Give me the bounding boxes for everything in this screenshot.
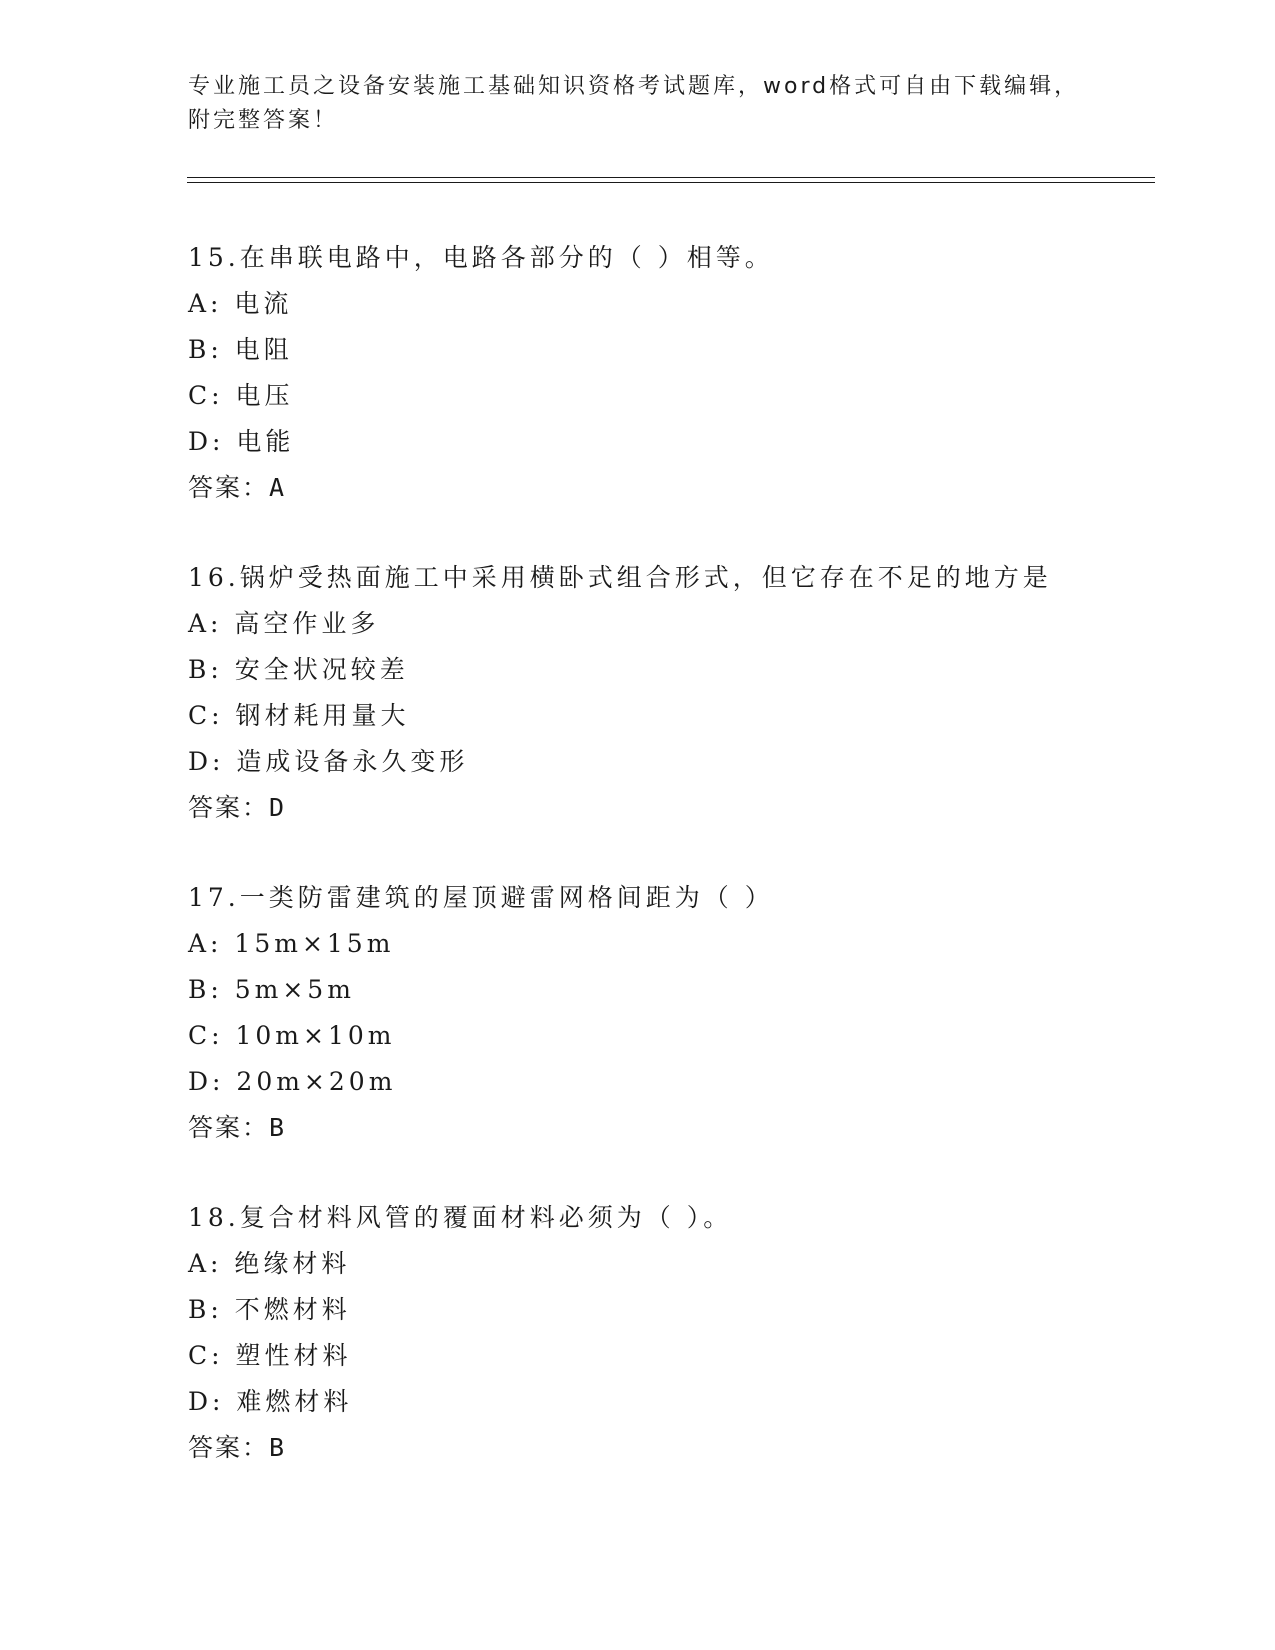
- option-c: C: 钢材耗用量大: [188, 701, 410, 730]
- answer-label: 答案：: [188, 473, 270, 502]
- answer-label: 答案：: [188, 793, 270, 822]
- question-17: [188, 875, 1148, 1151]
- option-a: A: 绝缘材料: [188, 1249, 351, 1278]
- header-line-2: 附完整答案！: [188, 108, 339, 133]
- answer-value: B: [269, 1113, 287, 1142]
- option-c: C: 10m×10m: [188, 1021, 396, 1050]
- option-a: A: 高空作业多: [188, 609, 380, 638]
- option-a: A: 电流: [188, 289, 293, 318]
- option-c: C: 塑性材料: [188, 1341, 352, 1370]
- option-d: D: 20m×20m: [188, 1067, 397, 1096]
- question-stem: 18.复合材料风管的覆面材料必须为（ ）。: [188, 1203, 733, 1232]
- question-18: [188, 1195, 1148, 1471]
- option-d: D: 难燃材料: [188, 1387, 353, 1416]
- option-c: C: 电压: [188, 381, 294, 410]
- answer-value: D: [269, 793, 287, 822]
- option-b: B: 安全状况较差: [188, 655, 409, 684]
- answer-label: 答案：: [188, 1433, 270, 1462]
- option-b: B: 电阻: [188, 335, 293, 364]
- answer-label: 答案：: [188, 1113, 270, 1142]
- question-stem: 16.锅炉受热面施工中采用横卧式组合形式，但它存在不足的地方是: [188, 563, 1052, 592]
- question-stem: 17.一类防雷建筑的屋顶避雷网格间距为（ ）: [188, 883, 774, 912]
- answer-value: B: [269, 1433, 287, 1462]
- document-header: [188, 70, 1088, 138]
- option-d: D: 造成设备永久变形: [188, 747, 469, 776]
- header-line-1: 专业施工员之设备安装施工基础知识资格考试题库，word格式可自由下载编辑，: [188, 74, 1080, 99]
- question-15: [188, 235, 1148, 511]
- option-b: B: 不燃材料: [188, 1295, 351, 1324]
- option-d: D: 电能: [188, 427, 295, 456]
- answer-line: [188, 465, 1148, 511]
- option-b: B: 5m×5m: [188, 975, 355, 1004]
- answer-line: [188, 1425, 1148, 1471]
- header-divider-bottom: [187, 182, 1155, 183]
- header-divider-top: [187, 177, 1155, 178]
- option-a: A: 15m×15m: [188, 929, 395, 958]
- answer-line: [188, 1105, 1148, 1151]
- question-16: [188, 555, 1148, 831]
- question-stem: 15.在串联电路中，电路各部分的（ ）相等。: [188, 243, 774, 272]
- answer-line: [188, 785, 1148, 831]
- answer-value: A: [269, 473, 287, 502]
